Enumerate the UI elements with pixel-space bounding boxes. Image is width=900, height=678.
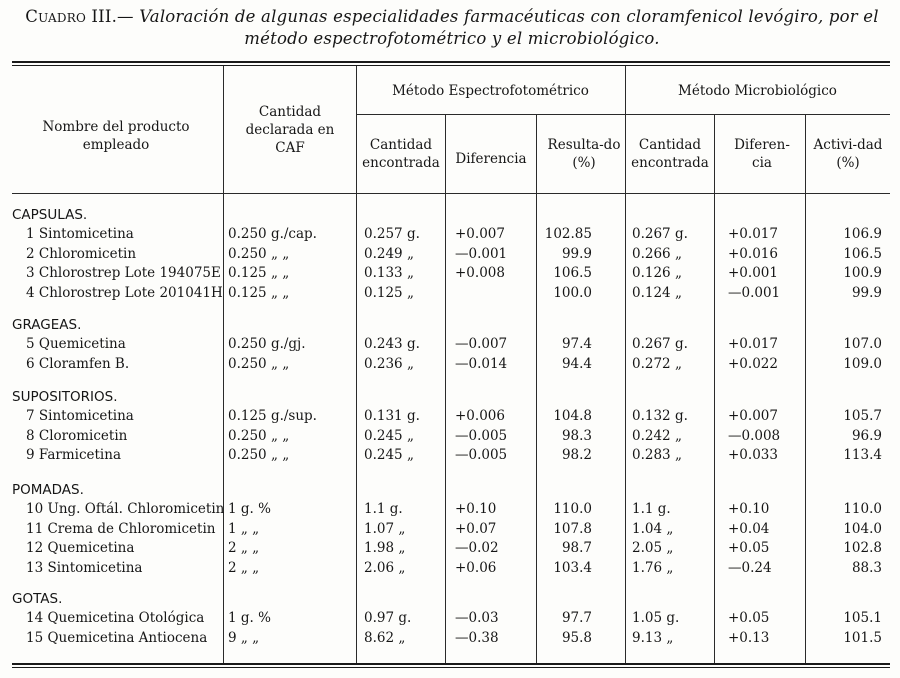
cell-micro-diff: +0.017 bbox=[728, 336, 778, 352]
cell-micro-found: 0.126 „ bbox=[632, 265, 682, 281]
cell-declared: 0.250 „ „ bbox=[228, 355, 290, 372]
cell-micro-diff: +0.033 bbox=[728, 447, 778, 463]
header-micro-diff: Diferen-cia bbox=[734, 137, 790, 171]
cell-spectro-found: 0.97 g. bbox=[364, 610, 412, 626]
cell-micro-diff: +0.016 bbox=[728, 245, 778, 262]
section-title: SUPOSITORIOS. bbox=[12, 389, 118, 405]
cell-product: 6 Cloramfen B. bbox=[26, 355, 130, 372]
cell-micro-diff: +0.017 bbox=[728, 226, 778, 242]
cell-spectro-found: 0.243 g. bbox=[364, 336, 420, 352]
cell-spectro-found: 0.125 „ bbox=[364, 284, 414, 301]
cell-spectro-result: 103.4 bbox=[553, 559, 592, 576]
cell-spectro-diff: —0.005 bbox=[455, 447, 508, 463]
cell-spectro-found: 2.06 „ bbox=[364, 559, 406, 576]
cell-spectro-result: 98.7 bbox=[561, 540, 592, 556]
cell-spectro-result: 94.4 bbox=[561, 355, 592, 372]
cell-declared: 0.250 „ „ bbox=[228, 245, 290, 262]
header-spectro-group: Método Espectrofotométrico bbox=[392, 83, 589, 99]
cell-spectro-found: 1.07 „ bbox=[364, 520, 406, 537]
cell-micro-found: 0.124 „ bbox=[632, 284, 682, 301]
cell-micro-activity: 109.0 bbox=[843, 355, 882, 372]
header-micro-found: Cantidad encontrada bbox=[631, 137, 709, 171]
column-divider bbox=[536, 114, 537, 663]
cell-micro-diff: +0.007 bbox=[728, 408, 778, 424]
cell-declared: 0.125 g./sup. bbox=[228, 408, 317, 424]
cell-micro-diff: +0.13 bbox=[728, 629, 770, 646]
section-title: POMADAS. bbox=[12, 482, 84, 498]
cell-declared: 0.250 „ „ bbox=[228, 427, 290, 444]
cell-micro-diff: —0.008 bbox=[728, 427, 781, 444]
cell-product: 1 Sintomicetina bbox=[26, 226, 134, 242]
cell-micro-activity: 88.3 bbox=[851, 559, 882, 576]
cell-spectro-diff: —0.38 bbox=[455, 629, 499, 646]
cell-spectro-diff: —0.007 bbox=[455, 336, 508, 352]
header-spectro-result: Resulta-do (%) bbox=[547, 137, 621, 171]
header-bottom-rule bbox=[12, 193, 890, 194]
cell-spectro-found: 1.1 g. bbox=[364, 501, 403, 517]
cell-micro-activity: 113.4 bbox=[843, 447, 882, 463]
cell-product: 9 Farmicetina bbox=[26, 447, 121, 463]
cell-micro-found: 0.283 „ bbox=[632, 447, 682, 463]
cell-micro-activity: 110.0 bbox=[843, 501, 882, 517]
cell-micro-found: 0.242 „ bbox=[632, 427, 682, 444]
cell-micro-found: 0.267 g. bbox=[632, 336, 688, 352]
cell-declared: 0.125 „ „ bbox=[228, 284, 290, 301]
cell-micro-diff: +0.022 bbox=[728, 355, 778, 372]
cell-declared: 2 „ „ bbox=[228, 540, 260, 556]
cell-micro-diff: +0.10 bbox=[728, 501, 770, 517]
cell-declared: 0.250 „ „ bbox=[228, 447, 290, 463]
cell-spectro-diff: —0.03 bbox=[455, 610, 499, 626]
cell-spectro-found: 1.98 „ bbox=[364, 540, 406, 556]
cell-micro-diff: —0.001 bbox=[728, 284, 781, 301]
cell-spectro-diff: —0.014 bbox=[455, 355, 508, 372]
cell-micro-activity: 96.9 bbox=[851, 427, 882, 444]
cell-micro-diff: —0.24 bbox=[728, 559, 772, 576]
caption-label: Cuadro III.— bbox=[25, 7, 134, 26]
section-title: GRAGEAS. bbox=[12, 317, 82, 333]
cell-spectro-diff: +0.006 bbox=[455, 408, 505, 424]
cell-spectro-found: 0.257 g. bbox=[364, 226, 420, 242]
cell-spectro-found: 8.62 „ bbox=[364, 629, 406, 646]
cell-spectro-diff: +0.007 bbox=[455, 226, 505, 242]
cell-spectro-result: 98.3 bbox=[561, 427, 592, 444]
cell-spectro-found: 0.236 „ bbox=[364, 355, 414, 372]
cell-micro-activity: 102.8 bbox=[843, 540, 882, 556]
cell-spectro-diff: —0.005 bbox=[455, 427, 508, 444]
cell-micro-diff: +0.05 bbox=[728, 610, 770, 626]
cell-spectro-result: 97.4 bbox=[561, 336, 592, 352]
cell-spectro-result: 95.8 bbox=[561, 629, 592, 646]
cell-product: 10 Ung. Oftál. Chloromicetin bbox=[26, 501, 225, 517]
cell-product: 13 Sintomicetina bbox=[26, 559, 143, 576]
cell-micro-found: 0.266 „ bbox=[632, 245, 682, 262]
column-divider bbox=[223, 66, 224, 663]
cell-spectro-result: 106.5 bbox=[553, 265, 592, 281]
table-caption bbox=[22, 6, 882, 50]
cell-spectro-found: 0.245 „ bbox=[364, 447, 414, 463]
cell-micro-diff: +0.04 bbox=[728, 520, 770, 537]
cell-spectro-result: 99.9 bbox=[561, 245, 592, 262]
cell-micro-activity: 100.9 bbox=[843, 265, 882, 281]
cell-micro-activity: 101.5 bbox=[843, 629, 882, 646]
cell-micro-activity: 106.9 bbox=[843, 226, 882, 242]
cell-spectro-result: 97.7 bbox=[561, 610, 592, 626]
cell-micro-found: 0.267 g. bbox=[632, 226, 688, 242]
cell-declared: 1 g. % bbox=[228, 501, 271, 517]
top-double-rule bbox=[12, 61, 890, 66]
cell-declared: 1 g. % bbox=[228, 610, 271, 626]
cell-spectro-found: 0.245 „ bbox=[364, 427, 414, 444]
cell-spectro-diff: +0.10 bbox=[455, 501, 497, 517]
cell-spectro-result: 110.0 bbox=[553, 501, 592, 517]
cell-micro-found: 2.05 „ bbox=[632, 540, 674, 556]
cell-product: 4 Chlorostrep Lote 201041H bbox=[26, 284, 223, 301]
cell-product: 15 Quemicetina Antiocena bbox=[26, 629, 208, 646]
cell-declared: 9 „ „ bbox=[228, 629, 260, 646]
cell-micro-found: 0.272 „ bbox=[632, 355, 682, 372]
column-divider bbox=[445, 114, 446, 663]
cell-spectro-result: 102.85 bbox=[544, 226, 592, 242]
column-divider bbox=[356, 66, 357, 663]
section-title: CAPSULAS. bbox=[12, 207, 88, 223]
cell-micro-found: 1.76 „ bbox=[632, 559, 674, 576]
cell-spectro-diff: —0.001 bbox=[455, 245, 508, 262]
cell-micro-activity: 107.0 bbox=[843, 336, 882, 352]
cell-declared: 2 „ „ bbox=[228, 559, 260, 576]
cell-spectro-diff: —0.02 bbox=[455, 540, 499, 556]
cell-micro-activity: 106.5 bbox=[843, 245, 882, 262]
cell-product: 7 Sintomicetina bbox=[26, 408, 134, 424]
cell-spectro-result: 107.8 bbox=[553, 520, 592, 537]
header-spectro-found: Cantidad encontrada bbox=[362, 137, 440, 171]
header-product: Nombre del producto empleado bbox=[42, 119, 190, 153]
cell-product: 5 Quemicetina bbox=[26, 336, 126, 352]
cell-declared: 0.250 g./cap. bbox=[228, 226, 317, 242]
cell-spectro-result: 104.8 bbox=[553, 408, 592, 424]
cell-micro-activity: 104.0 bbox=[843, 520, 882, 537]
cell-micro-diff: +0.05 bbox=[728, 540, 770, 556]
cell-product: 2 Chloromicetin bbox=[26, 245, 137, 262]
cell-product: 12 Quemicetina bbox=[26, 540, 135, 556]
header-micro-activity: Activi-dad (%) bbox=[813, 137, 883, 171]
cell-spectro-result: 100.0 bbox=[553, 284, 592, 301]
cell-spectro-diff: +0.008 bbox=[455, 265, 505, 281]
column-divider bbox=[625, 66, 626, 663]
cell-product: 8 Cloromicetin bbox=[26, 427, 128, 444]
cell-micro-activity: 105.1 bbox=[843, 610, 882, 626]
caption-text: Valoración de algunas especialidades farmacéuticas con cloramfenicol levógiro, por el método espectrofotométrico y el microbiológico. bbox=[139, 7, 879, 48]
cell-micro-found: 1.1 g. bbox=[632, 501, 671, 517]
column-divider bbox=[805, 114, 806, 663]
cell-product: 14 Quemicetina Otológica bbox=[26, 610, 205, 626]
section-title: GOTAS. bbox=[12, 591, 63, 607]
cell-product: 3 Chlorostrep Lote 194075E bbox=[26, 265, 221, 281]
cell-spectro-diff: +0.07 bbox=[455, 520, 497, 537]
cell-spectro-found: 0.249 „ bbox=[364, 245, 414, 262]
column-divider bbox=[714, 114, 715, 663]
cell-spectro-found: 0.131 g. bbox=[364, 408, 420, 424]
header-spectro-diff: Diferencia bbox=[455, 151, 527, 167]
cell-micro-found: 0.132 g. bbox=[632, 408, 688, 424]
cell-micro-activity: 105.7 bbox=[843, 408, 882, 424]
bottom-double-rule bbox=[12, 663, 890, 668]
cell-declared: 0.250 g./gj. bbox=[228, 336, 306, 352]
header-micro-group: Método Microbiológico bbox=[678, 83, 837, 99]
cell-micro-found: 9.13 „ bbox=[632, 629, 674, 646]
cell-micro-activity: 99.9 bbox=[851, 284, 882, 301]
group-header-rule bbox=[356, 114, 890, 115]
cell-spectro-found: 0.133 „ bbox=[364, 265, 414, 281]
cell-declared: 0.125 „ „ bbox=[228, 265, 290, 281]
header-declared: Cantidad declarada en CAF bbox=[245, 104, 335, 156]
cell-micro-diff: +0.001 bbox=[728, 265, 778, 281]
cell-spectro-diff: +0.06 bbox=[455, 559, 497, 576]
cell-product: 11 Crema de Chloromicetin bbox=[26, 520, 216, 537]
cell-micro-found: 1.05 g. bbox=[632, 610, 680, 626]
cell-declared: 1 „ „ bbox=[228, 520, 260, 537]
cell-micro-found: 1.04 „ bbox=[632, 520, 674, 537]
cell-spectro-result: 98.2 bbox=[561, 447, 592, 463]
